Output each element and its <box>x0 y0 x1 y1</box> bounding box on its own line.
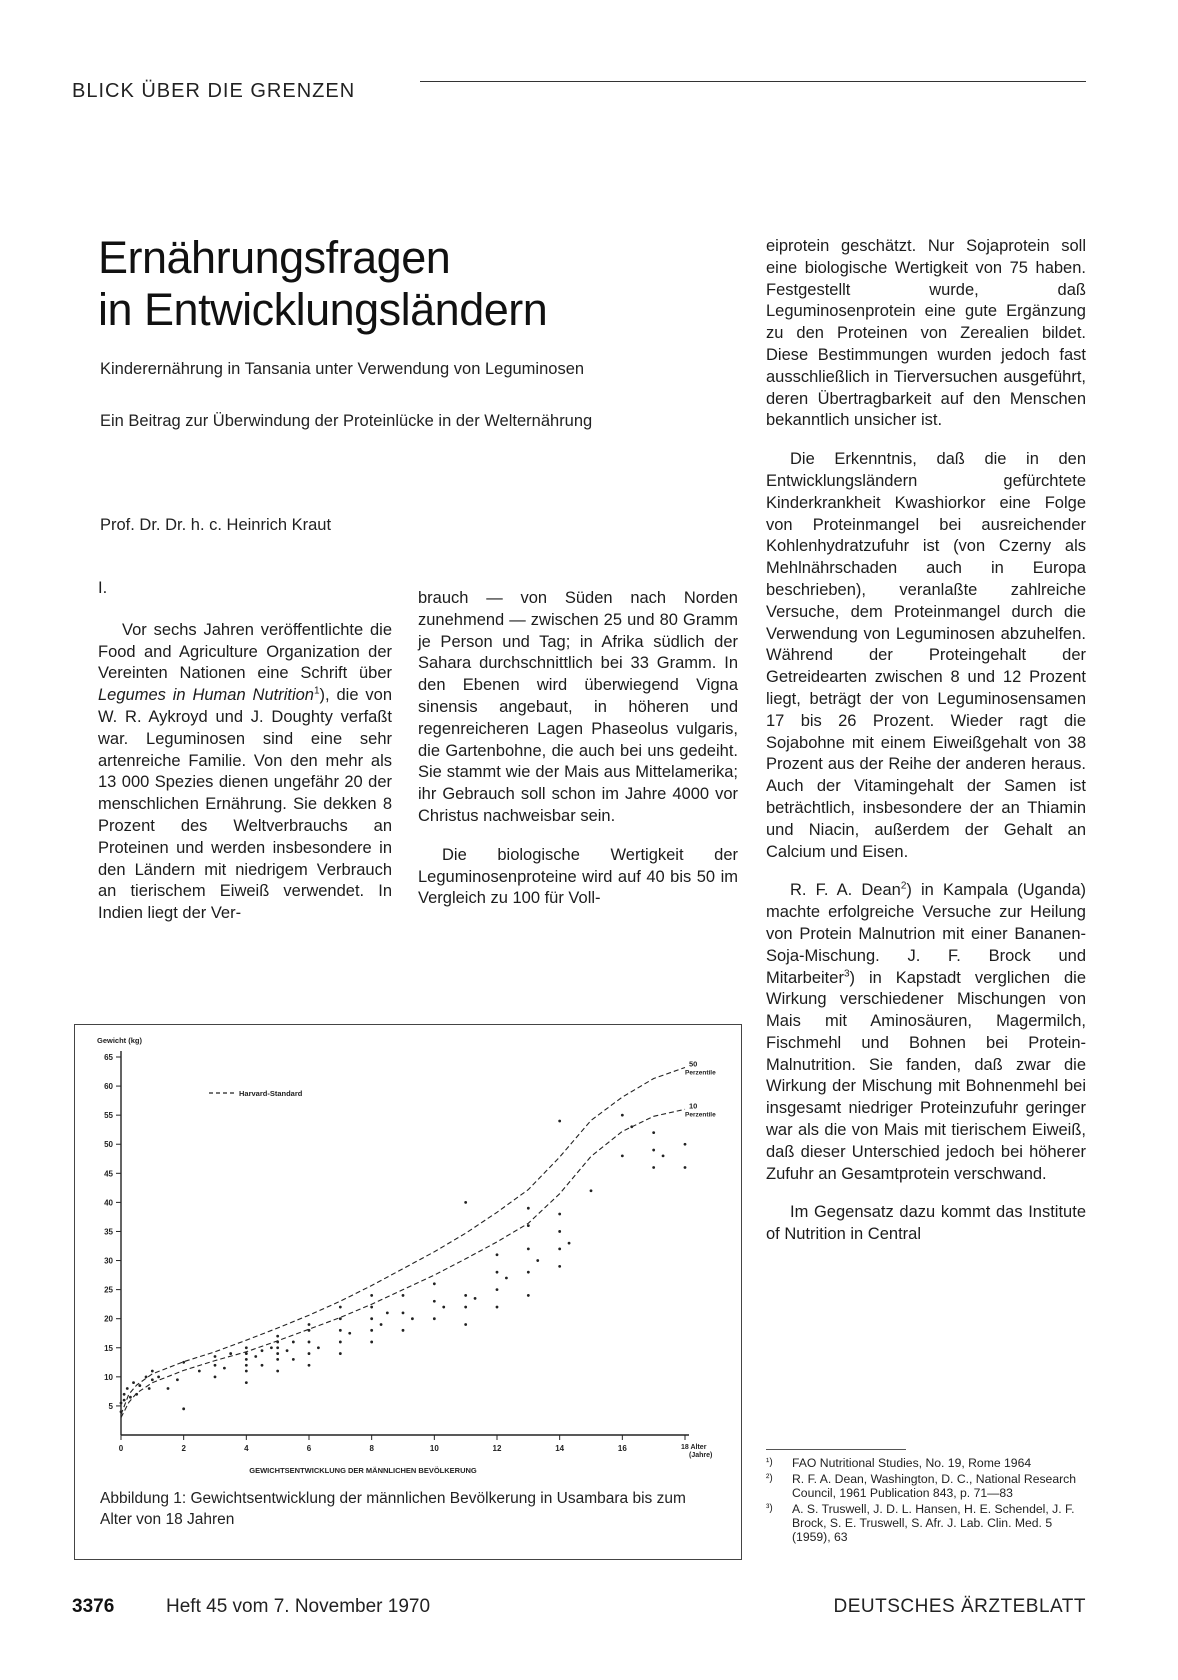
data-point <box>276 1358 279 1361</box>
column-1 <box>98 578 392 942</box>
data-point <box>505 1277 508 1280</box>
data-point <box>496 1271 499 1274</box>
data-point <box>308 1323 311 1326</box>
data-point <box>386 1311 389 1314</box>
data-point <box>286 1349 289 1352</box>
y-tick-label: 20 <box>104 1314 113 1324</box>
data-point <box>308 1341 311 1344</box>
y-tick-label: 5 <box>108 1401 113 1411</box>
data-point <box>621 1154 624 1157</box>
y-tick-label: 15 <box>104 1343 113 1353</box>
data-point <box>402 1329 405 1332</box>
data-point <box>339 1329 342 1332</box>
y-tick-label: 35 <box>104 1227 113 1237</box>
x-tick-label: 12 <box>492 1444 502 1453</box>
data-point <box>370 1329 373 1332</box>
data-point <box>536 1259 539 1262</box>
journal-name: DEUTSCHES ÄRZTEBLATT <box>833 1596 1086 1617</box>
paragraph: Im Gegensatz dazu kommt das Institute of Nutrition in Central <box>766 1203 1086 1244</box>
data-point <box>214 1375 217 1378</box>
weight-chart <box>75 1025 741 1559</box>
data-point <box>370 1341 373 1344</box>
data-point <box>380 1323 383 1326</box>
data-point <box>433 1317 436 1320</box>
y-tick-label: 50 <box>104 1140 113 1150</box>
footnote-ref: 2 <box>900 880 907 892</box>
data-point <box>317 1346 320 1349</box>
data-point <box>292 1341 295 1344</box>
data-point <box>402 1311 405 1314</box>
footnote-1: ¹) FAO Nutritional Studies, No. 19, Rome 1964 <box>766 1456 1032 1470</box>
data-point <box>370 1317 373 1320</box>
data-point <box>527 1207 530 1210</box>
y-tick-label: 65 <box>104 1053 113 1062</box>
data-point <box>558 1230 561 1233</box>
data-point <box>229 1352 232 1355</box>
x-tick-label: 4 <box>244 1444 249 1453</box>
paragraph: Vor sechs Jahren veröffentlichte die Food and Agriculture Organization der Vereinten Nationen eine Schrift über Legumes in Human Nutrition$^1$), die von W. R. Aykroyd und J. Doughty verfaßt war. Leguminosen sind eine sehr artenreiche Familie. Von den mehr als 13 000 Spezies dienen ungefähr 20 der menschlichen Ernährung. Sie dekken 8 Prozent des Weltverbrauchs an Proteinen und werden insbesondere in den Ländern mit niedrigem Verbrauch an tierischem Eiweiß verwendet. In Indien liegt der Ver- <box>98 620 392 923</box>
data-point <box>182 1407 185 1410</box>
data-point <box>652 1166 655 1169</box>
data-point <box>148 1387 151 1390</box>
data-point <box>464 1201 467 1204</box>
data-point <box>276 1346 279 1349</box>
paragraph: brauch — von Süden nach Norden zunehmend — zwischen 25 und 80 Gramm je Person und Tag; in Afrika südlich der Sahara durchschnittlich bei 33 Gramm. In den Ebenen wird überwiegend Vigna sinensis angebaut, in höheren und regenreicheren Lagen Phaseolus vulgaris, die Gartenbohne, die auch bei uns gedeiht. Sie stammt wie der Mais aus Mittelamerika; ihr Gebrauch soll schon im Jahre 4000 vor Christus nachweisbar sein. <box>418 589 738 825</box>
data-point <box>433 1282 436 1285</box>
subtitle-2: Ein Beitrag zur Überwindung der Proteinlücke in der Welternährung <box>100 412 593 430</box>
header-rule <box>420 81 1086 82</box>
data-point <box>558 1213 561 1216</box>
data-point <box>245 1370 248 1373</box>
data-point <box>245 1358 248 1361</box>
footnote-rule <box>766 1449 906 1450</box>
data-point <box>292 1358 295 1361</box>
y-axis-label: Gewicht (kg) <box>97 1036 143 1045</box>
data-point <box>652 1131 655 1134</box>
section-number: I. <box>98 579 108 597</box>
series-label: 10 <box>689 1101 698 1111</box>
footnote-ref: 3 <box>843 968 850 979</box>
data-point <box>348 1332 351 1335</box>
data-point <box>276 1335 279 1338</box>
data-point <box>496 1253 499 1256</box>
y-tick-label: 55 <box>104 1111 113 1121</box>
data-point <box>214 1364 217 1367</box>
data-point <box>339 1352 342 1355</box>
data-point <box>527 1271 530 1274</box>
series-label: 50 <box>689 1059 698 1069</box>
data-point <box>370 1294 373 1297</box>
data-point <box>151 1378 154 1381</box>
column-2 <box>418 588 738 927</box>
book-title: Legumes in Human Nutrition <box>98 686 314 705</box>
x-tick-label: 8 <box>369 1444 374 1453</box>
data-point <box>496 1288 499 1291</box>
x-tick-label: 6 <box>306 1444 312 1453</box>
series-label: Perzentile <box>685 1069 716 1077</box>
paragraph: Die biologische Wertigkeit der Leguminosenproteine wird auf 40 bis 50 im Vergleich zu 100 für Voll- <box>418 845 738 908</box>
data-point <box>474 1297 477 1300</box>
data-point <box>308 1352 311 1355</box>
y-tick-label: 40 <box>104 1198 113 1208</box>
x-tick-label: 2 <box>181 1444 186 1453</box>
x-axis-label: GEWICHTSENTWICKLUNG DER MÄNNLICHEN BEVÖLKERUNG <box>249 1466 477 1475</box>
footnote-2: ²) R. F. A. Dean, Washington, D. C., National Research Council, 1961 Publication 843, p. 71—83 <box>766 1472 1077 1500</box>
data-point <box>245 1364 248 1367</box>
data-point <box>261 1349 264 1352</box>
data-point <box>223 1367 226 1370</box>
data-point <box>123 1399 126 1402</box>
data-point <box>652 1149 655 1152</box>
issue-info: Heft 45 vom 7. November 1970 <box>166 1596 431 1617</box>
data-point <box>245 1346 248 1349</box>
author-line: Prof. Dr. Dr. h. c. Heinrich Kraut <box>100 516 332 534</box>
page-number: 3376 <box>72 1596 115 1617</box>
x-tick-label: 10 <box>429 1444 439 1453</box>
footnotes <box>766 1456 1088 1546</box>
footnote-3: ³) A. S. Truswell, J. D. L. Hansen, H. E. Schendel, J. F. Brock, S. E. Truswell, S. Afr. J. Lab. Clin. Med. 5 (1959), 63 <box>766 1502 1075 1544</box>
data-point <box>132 1381 135 1384</box>
y-tick-label: 10 <box>104 1372 113 1382</box>
y-tick-label: 45 <box>104 1169 113 1179</box>
data-point <box>684 1143 687 1146</box>
data-point <box>621 1114 624 1117</box>
data-point <box>402 1294 405 1297</box>
data-point <box>157 1375 160 1378</box>
data-point <box>151 1370 154 1373</box>
data-point <box>496 1306 499 1309</box>
data-point <box>245 1381 248 1384</box>
data-point <box>411 1317 414 1320</box>
column-3 <box>766 236 1086 1263</box>
data-point <box>527 1224 530 1227</box>
data-point <box>129 1396 132 1399</box>
paragraph: eiprotein geschätzt. Nur Sojaprotein soll eine biologische Wertigkeit von 75 haben. Festgestellt wurde, daß Leguminosenprotein eine gute Ergänzung zu den Proteinen von Zerealien bildet. Diese Bestimmungen wurden jedoch fast ausschließlich in Tierversuchen ausgeführt, deren Übertragbarkeit auf den Menschen bekanntlich unsicher ist. <box>766 237 1086 430</box>
data-point <box>527 1294 530 1297</box>
data-point <box>308 1364 311 1367</box>
data-point <box>126 1387 129 1390</box>
data-point <box>339 1306 342 1309</box>
title-line-2: in Entwicklungsländern <box>98 284 548 335</box>
data-point <box>167 1387 170 1390</box>
x-unit-label: 18 Alter <box>681 1444 707 1451</box>
data-point <box>558 1120 561 1123</box>
data-point <box>527 1248 530 1251</box>
data-point <box>214 1355 217 1358</box>
y-tick-label: 30 <box>104 1256 113 1266</box>
figure-caption: Abbildung 1: Gewichtsentwicklung der männlichen Bevölkerung in Usambara bis zum Alter von 18 Jahren <box>100 1490 686 1528</box>
title-line-1: Ernährungsfragen <box>98 232 451 283</box>
paragraph: R. F. A. Dean$^2$) in Kampala (Uganda) machte erfolgreiche Versuche zur Heilung von Protein Malnutrion mit einer Bananen-Soja-Mischung. J. F. Brock und Mitarbeiter$^3$) in Kapstadt verglichen die Wirkung verschiedener Mischungen von Mais mit Aminosäuren, Magermilch, Fischmehl und Bohnen bei Protein-Malnutrition. Sie fanden, daß zwar die Wirkung der Mischung mit Bohnenmehl bei insgesamt niedriger Proteinzufuhr geringer war als die von Mais mit tierischem Eiweiß, daß dieser Unterschied jedoch bei höherer Zufuhr an Gesamtprotein verschwand. <box>766 880 1086 1183</box>
data-point <box>442 1306 445 1309</box>
x-unit-label: (Jahre) <box>689 1452 713 1459</box>
data-point <box>684 1166 687 1169</box>
data-point <box>558 1265 561 1268</box>
data-point <box>568 1242 571 1245</box>
x-tick-label: 14 <box>555 1444 565 1453</box>
series-line <box>121 1068 685 1415</box>
data-point <box>433 1300 436 1303</box>
article-title <box>98 232 547 336</box>
data-point <box>370 1306 373 1309</box>
series-line <box>121 1109 685 1417</box>
y-tick-label: 25 <box>104 1285 113 1295</box>
running-head: BLICK ÜBER DIE GRENZEN <box>72 80 356 102</box>
data-point <box>254 1355 257 1358</box>
data-point <box>182 1361 185 1364</box>
data-point <box>276 1370 279 1373</box>
data-point <box>120 1402 123 1405</box>
data-point <box>270 1346 273 1349</box>
data-point <box>339 1317 342 1320</box>
legend-label: Harvard-Standard <box>239 1089 303 1098</box>
data-point <box>123 1393 126 1396</box>
figure-frame <box>74 1024 742 1560</box>
data-point <box>590 1189 593 1192</box>
paragraph: Die Erkenntnis, daß die in den Entwicklungsländern gefürchtete Kinderkrankheit Kwashiorkor eine Folge von Proteinmangel bei ausreichender Kohlenhydratzufuhr ist (von Czerny als Mehlnährschaden auch in Europa beschrieben), veranlaßte zahlreiche Versuche, dem Proteinmangel durch die Verwendung von Leguminosen abzuhelfen. Während der Proteingehalt der Getreidearten zwischen 8 und 12 Prozent liegt, beträgt der von Leguminosensamen 17 bis 26 Prozent. Wieder ragt die Sojabohne mit einem Eiweißgehalt von 38 Prozent aus der Reihe der anderen heraus. Auch der Vitamingehalt der Samen ist beträchtlich, insbesondere der an Thiamin und Niacin, außerdem der Gehalt an Calcium und Eisen. <box>766 450 1086 861</box>
data-point <box>145 1375 148 1378</box>
data-point <box>198 1370 201 1373</box>
data-point <box>138 1384 141 1387</box>
x-tick-label: 16 <box>617 1444 627 1453</box>
data-point <box>662 1154 665 1157</box>
data-point <box>176 1378 179 1381</box>
subtitle-1: Kinderernährung in Tansania unter Verwendung von Leguminosen <box>100 360 585 378</box>
data-point <box>339 1341 342 1344</box>
data-point <box>464 1323 467 1326</box>
data-point <box>276 1352 279 1355</box>
data-point <box>464 1306 467 1309</box>
data-point <box>261 1364 264 1367</box>
data-point <box>558 1248 561 1251</box>
series-label: Perzentile <box>685 1111 716 1119</box>
x-tick-label: 0 <box>118 1444 124 1453</box>
y-tick-label: 60 <box>104 1082 113 1092</box>
footnote-ref: 1 <box>313 685 320 697</box>
data-point <box>464 1294 467 1297</box>
